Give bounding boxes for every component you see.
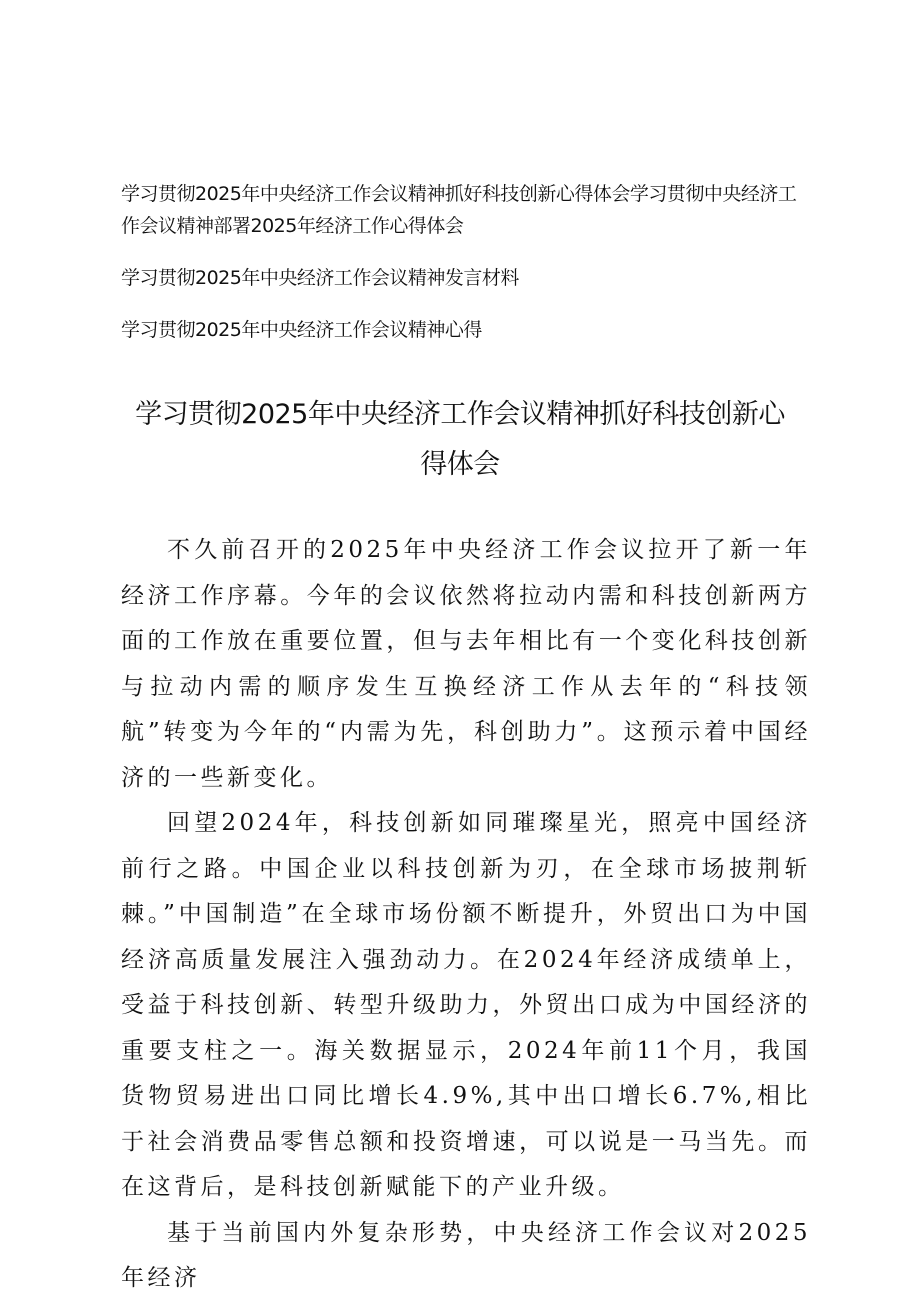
document-title: 学习贯彻2025年中央经济工作会议精神抓好科技创新心得体会 xyxy=(135,399,785,480)
table-of-contents xyxy=(121,178,811,366)
paragraph-3: 基于当前国内外复杂形势，中央经济工作会议对2025年经济 xyxy=(121,1219,811,1291)
toc-item-2: 学习贯彻2025年中央经济工作会议精神发言材料 xyxy=(121,267,519,289)
paragraph-2: 回望2024年，科技创新如同璀璨星光，照亮中国经济前行之路。中国企业以科技创新为刃，在全球市场披荆斩棘。”中国制造”在全球市场份额不断提升，外贸出口为中国经济高质量发展注入强劲动力。在2024年经济成绩单上，受益于科技创新、转型升级助力，外贸出口成为中国经济的重要支柱之一。海关数据显示，2024年前11个月，我国货物贸易进出口同比增长4.9%,其中出口增长6.7%,相比于社会消费品零售总额和投资增速，可以说是一马当先。而在这背后，是科技创新赋能下的产业升级。 xyxy=(121,810,811,1200)
toc-item-1: 学习贯彻2025年中央经济工作会议精神抓好科技创新心得体会学习贯彻中央经济工作会议精神部署2025年经济工作心得体会 xyxy=(121,183,797,237)
paragraph-1: 不久前召开的2025年中央经济工作会议拉开了新一年经济工作序幕。今年的会议依然将拉动内需和科技创新两方面的工作放在重要位置，但与去年相比有一个变化科技创新与拉动内需的顺序发生互换经济工作从去年的“科技领航”转变为今年的“内需为先，科创助力”。这预示着中国经济的一些新变化。 xyxy=(121,537,811,791)
document-body xyxy=(121,528,811,1302)
toc-item-3: 学习贯彻2025年中央经济工作会议精神心得 xyxy=(121,319,482,341)
